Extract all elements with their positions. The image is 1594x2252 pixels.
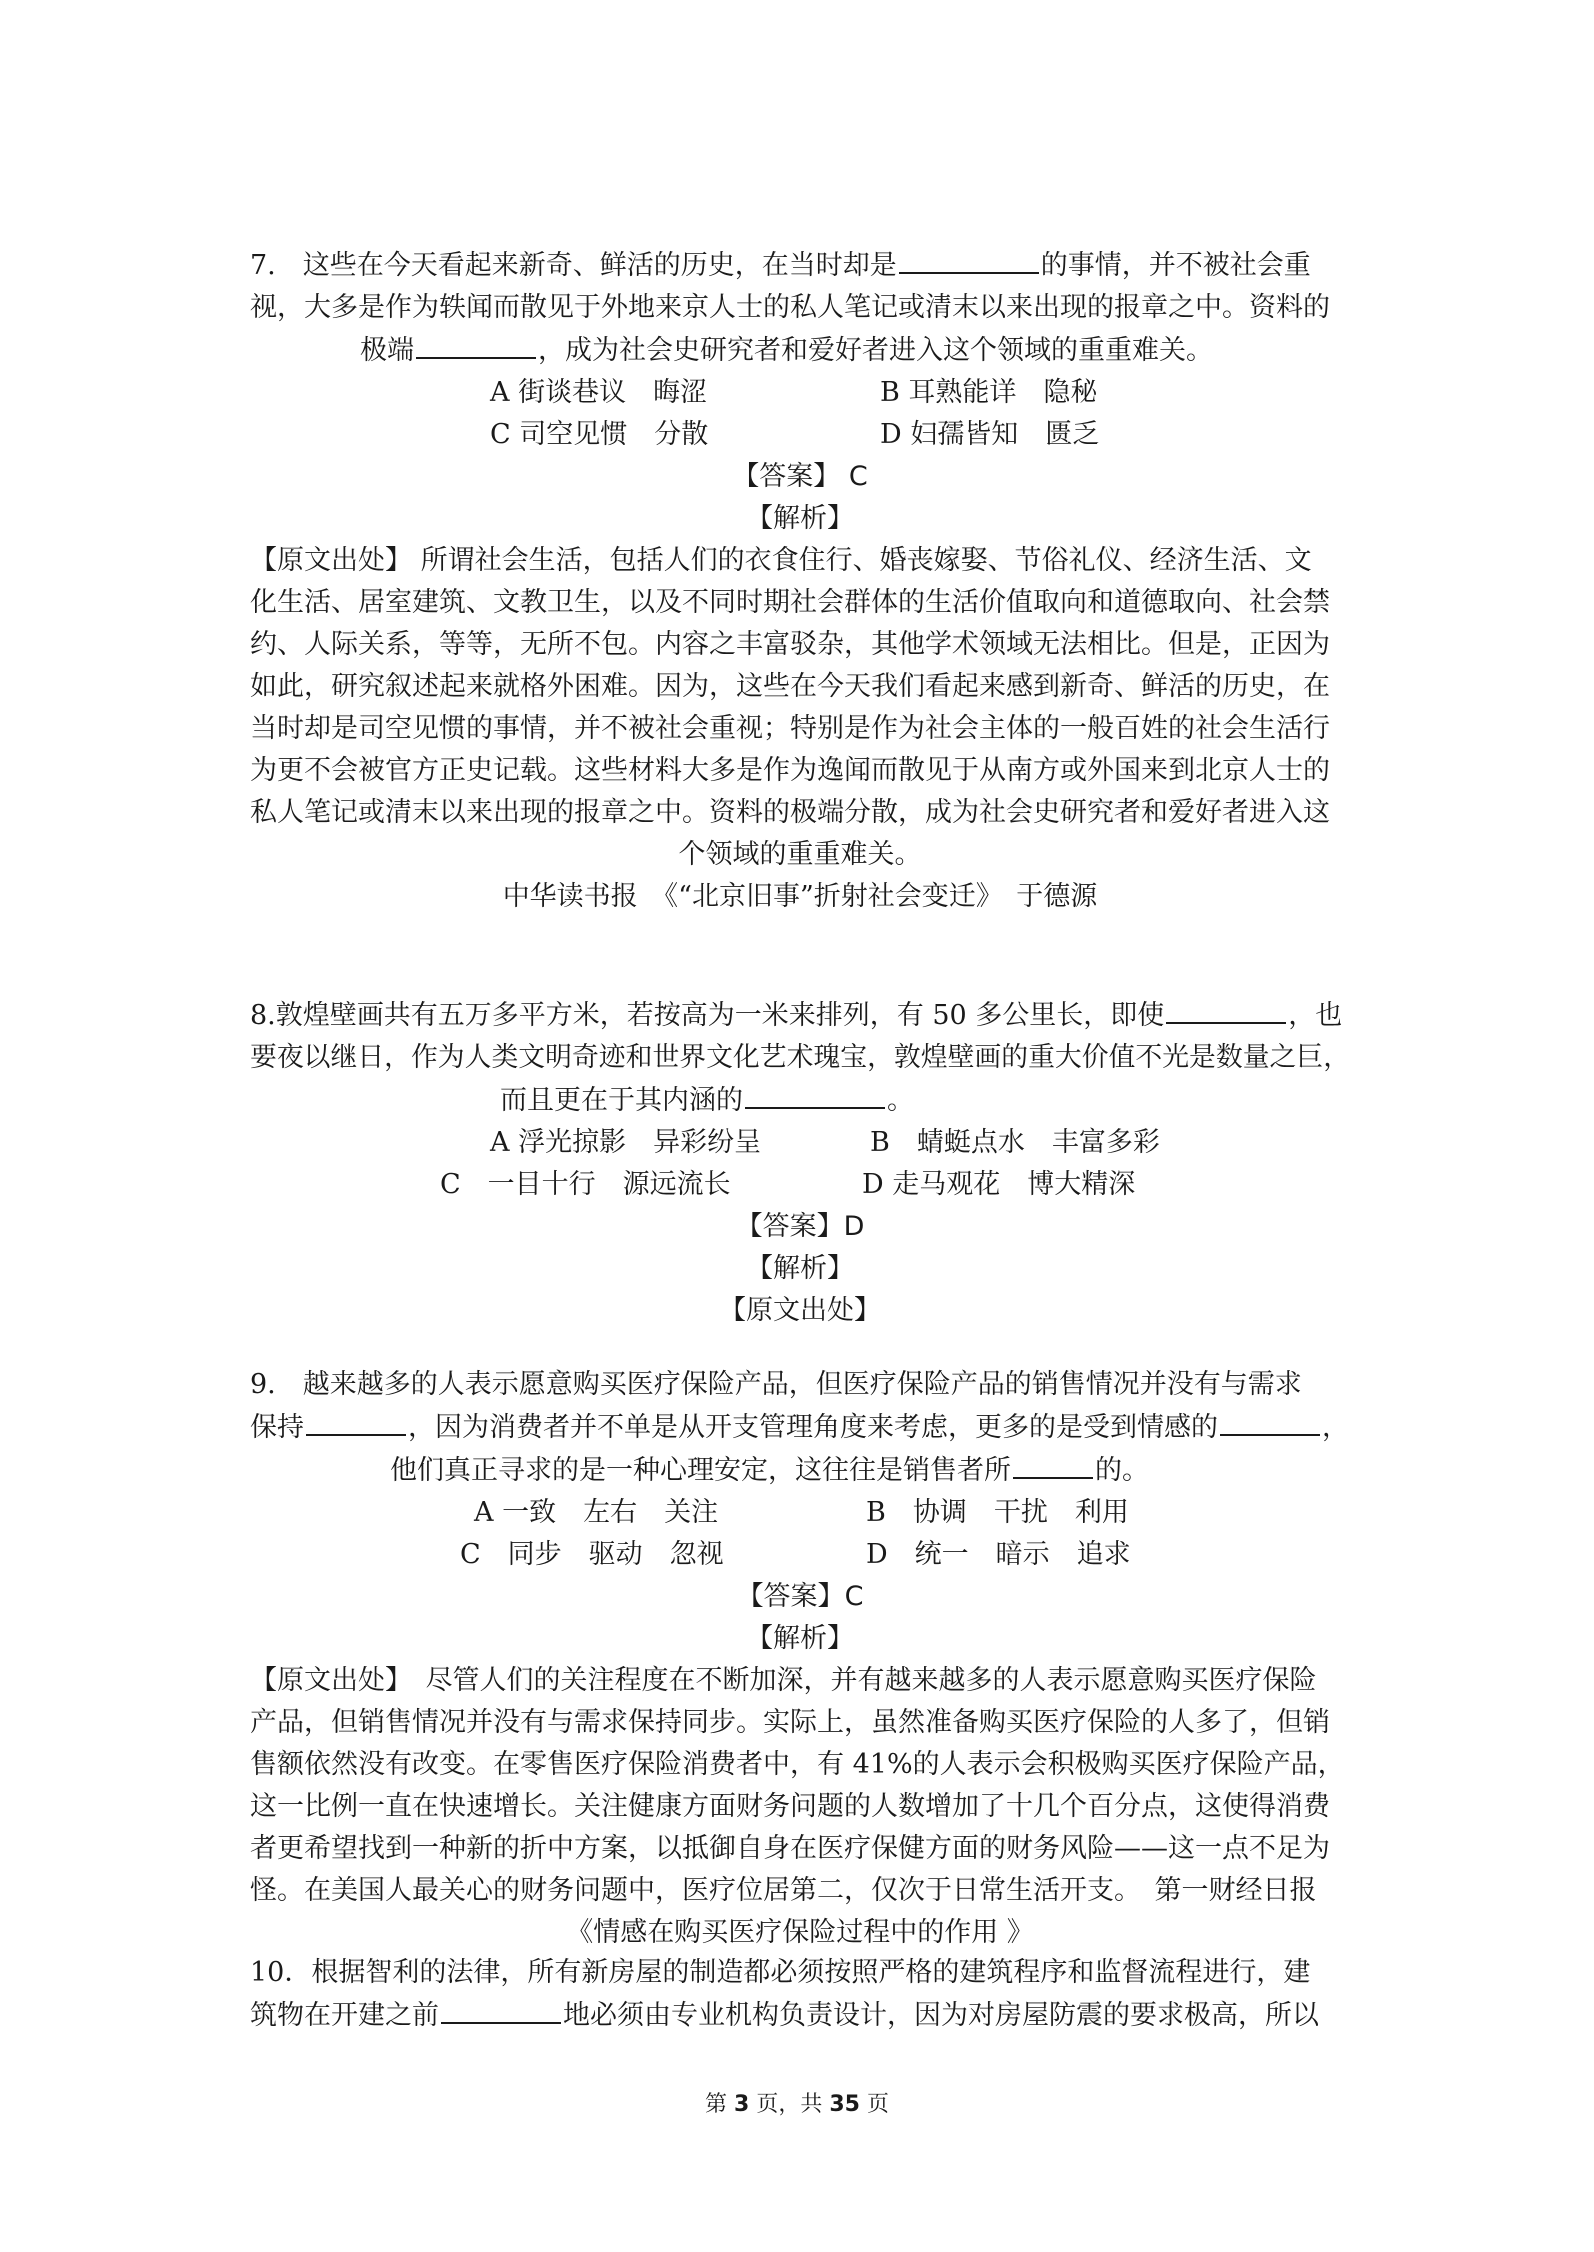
q8-option-a: A 浮光掠影 异彩纷呈: [490, 1127, 762, 1158]
q7-option-c: C 司空见惯 分散: [490, 419, 709, 450]
q7-source-line: 当时却是司空见惯的事情，并不被社会重视；特别是作为社会主体的一般百姓的社会生活行: [250, 713, 1330, 744]
q8-text: 。: [887, 1085, 914, 1116]
q8-blank-1: [1166, 994, 1286, 1024]
q7-source-line: 为更不会被官方正史记载。这些材料大多是作为逸闻而散见于从南方或外国来到北京人士的: [250, 755, 1330, 786]
q9-answer: [250, 1576, 1350, 1618]
footer-text: 第: [705, 2092, 735, 2117]
q9-source-line: 者更希望找到一种新的折中方案，以抵御自身在医疗保健方面的财务风险——这一点不足为: [250, 1833, 1330, 1864]
q7-source-line: 约、人际关系，等等，无所不包。内容之丰富驳杂，其他学术领域无法相比。但是，正因为: [250, 629, 1330, 660]
q9-analysis-label: 【解析】: [746, 1623, 854, 1654]
q10-line-2: [250, 1994, 1350, 2037]
q7-blank-1: [899, 244, 1039, 274]
q7-answer: [250, 456, 1350, 498]
q8-text: ，也: [1288, 1000, 1343, 1031]
answer-label: 【答案】: [736, 1581, 845, 1612]
answer-value: D: [843, 1211, 865, 1242]
q9-options-row-2: [250, 1534, 1350, 1576]
q9-option-b: B 协调 干扰 利用: [866, 1497, 1129, 1528]
q7-text: 极端: [360, 335, 414, 366]
q9-text: 他们真正寻求的是一种心理安定，这往往是销售者所: [390, 1455, 1011, 1486]
q9-option-a: A 一致 左右 关注: [474, 1497, 719, 1528]
q8-option-d: D 走马观花 博大精深: [862, 1169, 1136, 1200]
page-footer: [0, 2090, 1594, 2120]
question-7: [250, 244, 1350, 918]
q10-blank-1: [441, 1994, 561, 2024]
q9-blank-1: [306, 1406, 406, 1436]
question-10: [250, 1952, 1350, 2037]
q8-line-3: [250, 1079, 1350, 1122]
q7-blank-2: [416, 329, 536, 359]
q8-options-row-2: [250, 1164, 1350, 1206]
footer-text: 页: [859, 2092, 889, 2117]
q9-text: 的。: [1095, 1455, 1149, 1486]
q10-text: 地必须由专业机构负责设计，因为对房屋防震的要求极高，所以: [563, 2000, 1319, 2031]
q8-line-2: 要夜以继日，作为人类文明奇迹和世界文化艺术瑰宝，敦煌壁画的重大价值不光是数量之巨，: [250, 1042, 1351, 1073]
q8-options-row-1: [250, 1122, 1350, 1164]
q9-source-line: 【原文出处】 尽管人们的关注程度在不断加深，并有越来越多的人表示愿意购买医疗保险: [250, 1665, 1317, 1696]
q8-line-1: [250, 994, 1350, 1037]
q7-option-b: B 耳熟能详 隐秘: [880, 377, 1098, 408]
q7-text: ，成为社会史研究者和爱好者进入这个领域的重重难关。: [538, 335, 1213, 366]
q7-source-line: 如此，研究叙述起来就格外困难。因为，这些在今天我们看起来感到新奇、鲜活的历史，在: [250, 671, 1330, 702]
q9-citation: 《情感在购买医疗保险过程中的作用 》: [566, 1917, 1034, 1948]
q10-line-1: 10．根据智利的法律，所有新房屋的制造都必须按照严格的建筑程序和监督流程进行，建: [250, 1957, 1311, 1988]
q9-line-1: 9. 越来越多的人表示愿意购买医疗保险产品，但医疗保险产品的销售情况并没有与需求: [250, 1369, 1302, 1400]
q9-source-line: 怪。在美国人最关心的财务问题中，医疗位居第二，仅次于日常生活开支。 第一财经日报: [250, 1875, 1317, 1906]
q8-option-c: C 一目十行 源远流长: [440, 1169, 731, 1200]
q7-text: 7. 这些在今天看起来新奇、鲜活的历史，在当时却是: [250, 250, 897, 281]
q8-option-b: B 蜻蜓点水 丰富多彩: [870, 1127, 1160, 1158]
q7-text: 的事情，并不被社会重: [1040, 250, 1311, 281]
q8-answer: [250, 1206, 1350, 1248]
q9-source-line: 售额依然没有改变。在零售医疗保险消费者中，有 41%的人表示会积极购买医疗保险产品，: [250, 1749, 1345, 1780]
question-8: [250, 994, 1350, 1332]
q9-option-d: D 统一 暗示 追求: [866, 1539, 1131, 1570]
q9-line-2: [250, 1406, 1350, 1449]
answer-label: 【答案】: [735, 1211, 844, 1242]
q7-analysis-label: 【解析】: [746, 503, 854, 534]
q8-blank-2: [745, 1079, 885, 1109]
footer-total-pages: 35: [829, 2092, 860, 2117]
footer-text: 页，共: [749, 2092, 830, 2117]
q7-options-row-2: [250, 414, 1350, 456]
answer-value: C: [844, 1581, 864, 1612]
q7-source-last: 个领域的重重难关。: [678, 839, 922, 870]
q7-line-3: [250, 329, 1350, 372]
q9-text: 保持: [250, 1412, 304, 1443]
q8-text: 8.敦煌壁画共有五万多平方米，若按高为一米来排列，有 50 多公里长，即使: [250, 1000, 1165, 1031]
question-9: [250, 1364, 1350, 1954]
q7-source-line: 私人笔记或清末以来出现的报章之中。资料的极端分散，成为社会史研究者和爱好者进入这: [250, 797, 1330, 828]
q9-option-c: C 同步 驱动 忽视: [460, 1539, 724, 1570]
q7-source-line: 化生活、居室建筑、文教卫生，以及不同时期社会群体的生活价值取向和道德取向、社会禁: [250, 587, 1330, 618]
q7-option-a: A 街谈巷议 晦涩: [490, 377, 708, 408]
q7-option-d: D 妇孺皆知 匮乏: [880, 419, 1100, 450]
q9-blank-3: [1013, 1449, 1093, 1479]
q9-text: ，: [1322, 1412, 1349, 1443]
q7-options-row-1: [250, 372, 1350, 414]
q7-citation: 中华读书报 《“北京旧事”折射社会变迁》 于德源: [502, 881, 1098, 912]
q9-source-line: 产品，但销售情况并没有与需求保持同步。实际上，虽然准备购买医疗保险的人多了，但销: [250, 1707, 1330, 1738]
q8-analysis-label: 【解析】: [746, 1253, 854, 1284]
q9-line-3: [250, 1449, 1350, 1492]
answer-value: C: [848, 461, 868, 492]
q8-text: 而且更在于其内涵的: [500, 1085, 743, 1116]
q8-source-label: 【原文出处】: [719, 1295, 881, 1326]
answer-label: 【答案】: [732, 461, 841, 492]
q10-text: 筑物在开建之前: [250, 2000, 439, 2031]
q7-source-line: 【原文出处】 所谓社会生活，包括人们的衣食住行、婚丧嫁娶、节俗礼仪、经济生活、文: [250, 545, 1312, 576]
q9-options-row-1: [250, 1492, 1350, 1534]
q7-line-2: 视，大多是作为轶闻而散见于外地来京人士的私人笔记或清末以来出现的报章之中。资料的: [250, 292, 1330, 323]
q7-line-1: [250, 244, 1350, 287]
q9-source-line: 这一比例一直在快速增长。关注健康方面财务问题的人数增加了十几个百分点，这使得消费: [250, 1791, 1330, 1822]
q9-blank-2: [1220, 1406, 1320, 1436]
footer-page-number: 3: [734, 2092, 750, 2117]
q9-text: ，因为消费者并不单是从开支管理角度来考虑，更多的是受到情感的: [408, 1412, 1218, 1443]
